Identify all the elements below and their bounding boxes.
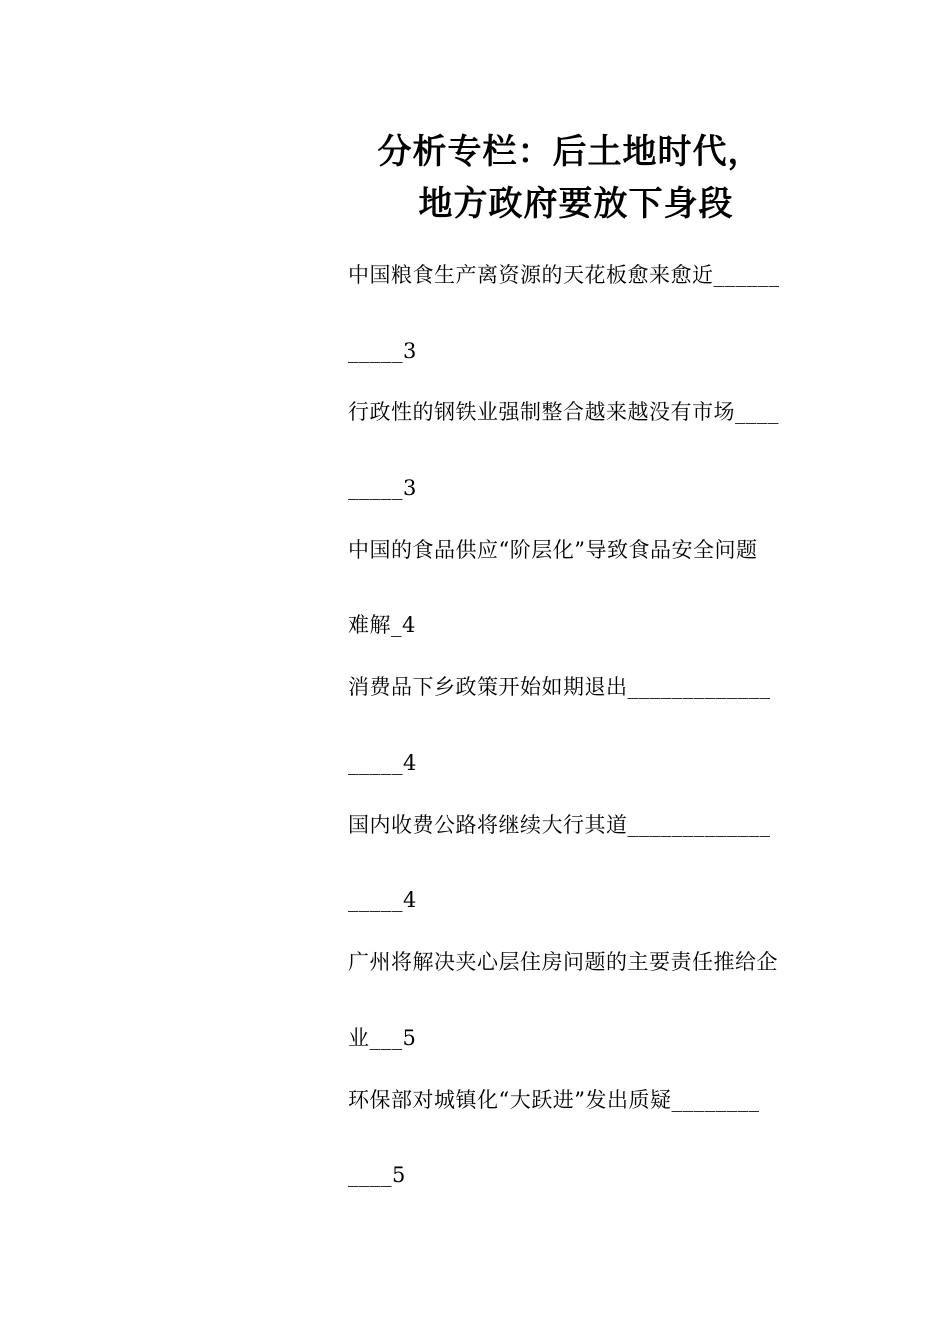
toc-entry-2-line-2[interactable]: _____3 bbox=[348, 476, 417, 500]
toc-entry-6-line-2[interactable]: 业___5 bbox=[348, 1026, 417, 1050]
document-title-line-1: 分析专栏：后土地时代， bbox=[377, 132, 763, 172]
toc-entry-4-line-1[interactable]: 消费品下乡政策开始如期退出_____________ bbox=[348, 675, 771, 699]
toc-entry-1-line-2[interactable]: _____3 bbox=[348, 339, 417, 363]
toc-entry-3-line-2[interactable]: 难解_4 bbox=[348, 613, 416, 637]
toc-entry-4-line-2[interactable]: _____4 bbox=[348, 751, 417, 775]
toc-entry-1-line-1[interactable]: 中国粮食生产离资源的天花板愈来愈近______ bbox=[348, 263, 780, 287]
toc-entry-6-line-1[interactable]: 广州将解决夹心层住房问题的主要责任推给企 bbox=[348, 950, 778, 974]
toc-entry-3-line-1[interactable]: 中国的食品供应“阶层化”导致食品安全问题 bbox=[348, 538, 758, 562]
toc-entry-2-line-1[interactable]: 行政性的钢铁业强制整合越来越没有市场____ bbox=[348, 400, 779, 424]
toc-entry-7-line-1[interactable]: 环保部对城镇化“大跃进”发出质疑________ bbox=[348, 1088, 760, 1112]
toc-entry-5-line-1[interactable]: 国内收费公路将继续大行其道_____________ bbox=[348, 813, 771, 837]
toc-entry-7-line-2[interactable]: ____5 bbox=[348, 1163, 406, 1187]
document-title-line-2: 地方政府要放下身段 bbox=[418, 184, 734, 224]
toc-entry-5-line-2[interactable]: _____4 bbox=[348, 888, 417, 912]
